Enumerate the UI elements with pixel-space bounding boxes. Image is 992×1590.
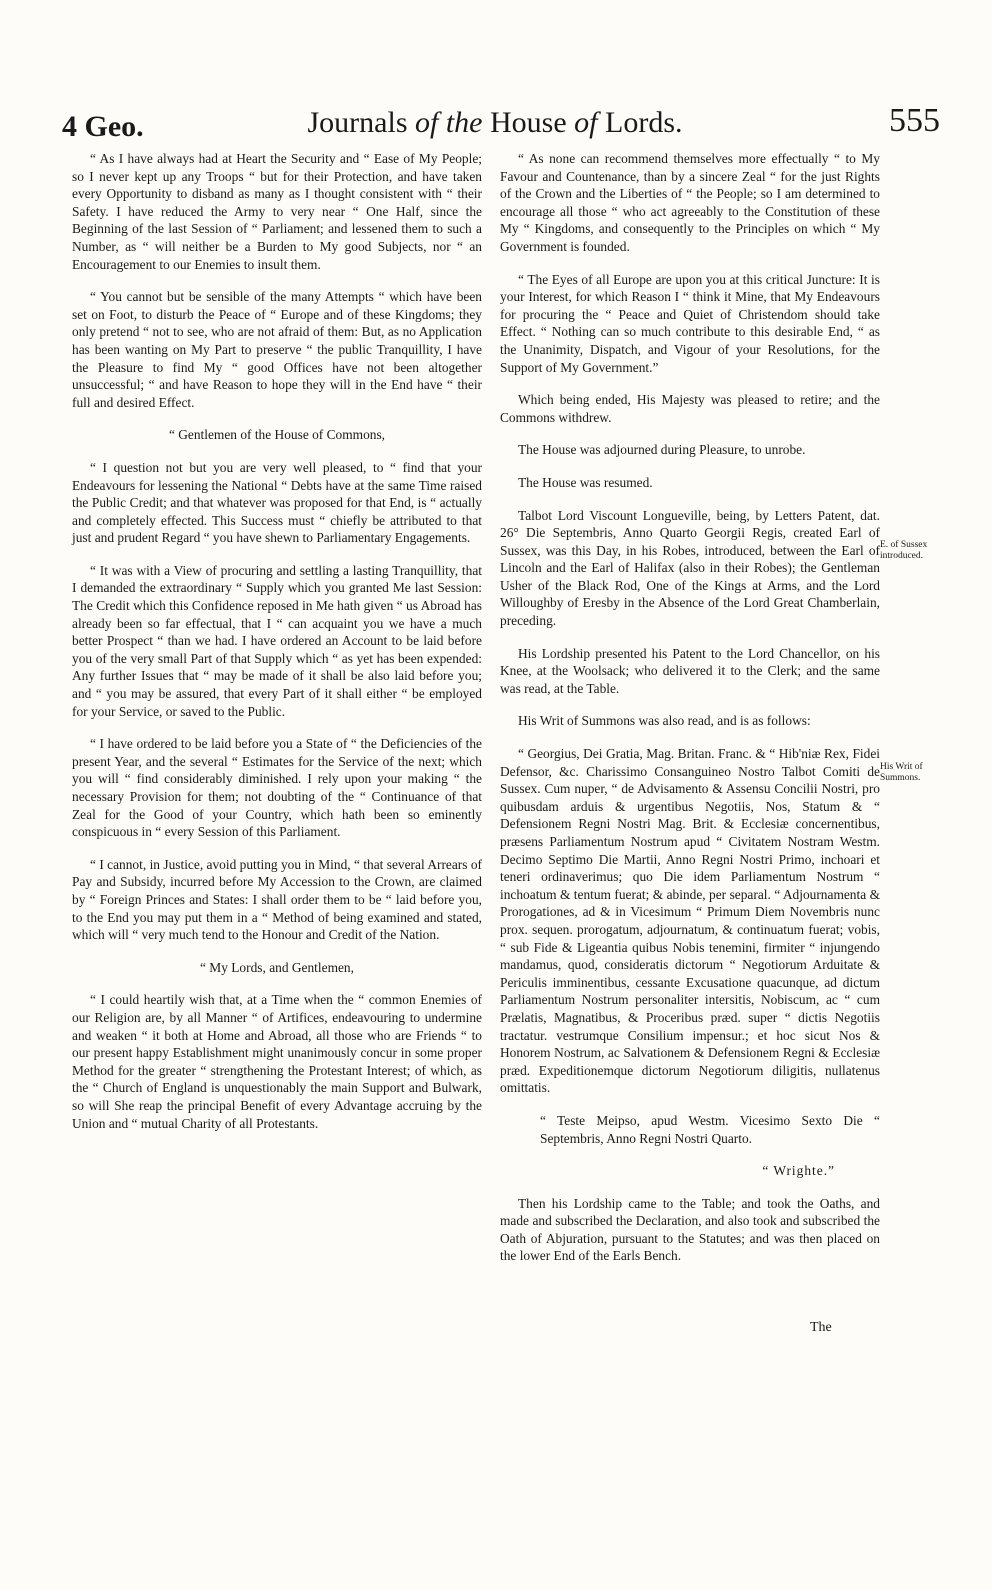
writ-text: “ Georgius, Dei Gratia, Mag. Britan. Franc. & “ Hib'niæ Rex, Fidei Defensor, &c. Charissimo Consanguineo Nostro Talbot Comiti de Sussex. Cum nuper, “ de Advisamento & Assensu Concilii Nostri, pro quibusdam arduis & urgentibus Negotiis, Nos, Statum & “ Defensionem Regni Nostri Mag. Brit. & Ecclesiæ concernentibus, præsens Parliamentum Nostrum apud “ Civitatem Nostram Westm. Decimo Septimo Die Martii, Anno Regni Nostri Primo, inchoari et teneri ordinaverimus; quo Die idem Parliamentum Nostrum “ inchoatum & tentum fuerat; & abinde, per separal. “ Adjournamenta & Prorogationes, ad & in Vicesimum “ Primum Diem Novembris nunc prox. sequen. prorogatum, adjournatum, & continuatum fuerat; vobis, “ sub Fide & Ligeantia quibus Nobis tenemini, firmiter “ injungendo mandamus, quod, consideratis dictorum “ Negotiorum Arduitate & Periculis imminentibus, cessante Excusatione quacunque, ad dictum Parliamentum Nostrum personaliter intersitis, Nobiscum, ac “ cum Prælatis, Magnatibus, & Proceribus præd. super “ dictis Negotiis tractatur. vestrumque Consilium impensur.; et hoc sicut Nos & Honorem Nostrum, ac Salvationem & Defensionem Regni & Ecclesiæ præd. Expeditionemque dictorum Negotiorum diligitis, nullatenus omittatis.: [500, 746, 880, 1096]
margin-note-writ-of-summons: His Writ of Summons.: [880, 762, 923, 783]
section-heading: “ My Lords, and Gentlemen,: [200, 959, 354, 975]
paragraph: His Writ of Summons was also read, and is as follows:: [518, 713, 811, 729]
paragraph: “ It was with a View of procuring and settling a lasting Tranquillity, that I demanded the extraordinary “ Supply which you granted Me last Session: The Credit which this Confidence reposed in Me hath given “ us Abroad has already been so far effectual, that I “ can acquaint you we have a much better Prospect “ than we had. I have ordered an Account to be laid before you of the very small Part of that Supply which “ as yet has been expended: Any further Issues that “ may be made of it shall be also laid before you; and “ you may be assured, that every Part of it shall either “ be employed for your Service, or saved to the Public.: [72, 562, 482, 719]
section-heading: “ Gentlemen of the House of Commons,: [168, 427, 386, 443]
left-column: [72, 150, 482, 1147]
paragraph: Which being ended, His Majesty was pleased to retire; and the Commons withdrew.: [500, 392, 880, 425]
paragraph: Talbot Lord Viscount Longueville, being, by Letters Patent, dat. 26° Die Septembris, Anno Quarto Georgii Regis, created Earl of Sussex, was this Day, in his Robes, introduced, between the Earl of Lincoln and the Earl of Halifax (also in their Robes); the Gentleman Usher of the Black Rod, One of the Kings at Arms, and the Lord Willoughby of Eresby in the Absence of the Lord Great Chamberlain, preceding.: [500, 507, 880, 629]
catchword: The: [810, 1320, 832, 1335]
right-column: [500, 150, 880, 1280]
margin-note-earl-introduced: E. of Sussex introduced.: [880, 540, 928, 561]
page-header: [50, 100, 940, 150]
paragraph: “ I cannot, in Justice, avoid putting you in Mind, “ that several Arrears of Pay and Subsidy, incurred before My Accession to the Crown, are claimed by “ Foreign Princes and States: I shall order them to be “ laid before you, to the End you may put them in a “ Method of being examined and stated, which will “ very much tend to the Honour and Credit of the Nation.: [72, 856, 482, 943]
paragraph: The House was adjourned during Pleasure, to unrobe.: [518, 442, 806, 458]
paragraph: The House was resumed.: [518, 474, 653, 490]
paragraph: “ I have ordered to be laid before you a State of “ the Deficiencies of the present Year, and the several “ Estimates for the Service of the next; which you will “ find considerably diminished. I rely upon your making “ the necessary Provision for them; not doubting of the “ Continuance of that Zeal for the Good of your Country, which hath been so eminently conspicuous in “ every Session of this Parliament.: [72, 736, 482, 840]
writ-teste: “ Teste Meipso, apud Westm. Vicesimo Sexto Die “ Septembris, Anno Regni Nostri Quarto.: [540, 1112, 880, 1146]
paragraph: “ As I have always had at Heart the Security and “ Ease of My People; so I never kept up any Troops “ but for their Protection, and have taken every Opportunity to disband as many as I thought consistent with “ their Safety. I have reduced the Army to very near “ One Half, since the Beginning of the last Session of “ Parliament; and lessened them to such a Number, as “ will neither be a Burden to My good Subjects, nor “ an Encouragement to our Enemies to insult them.: [72, 151, 482, 272]
paragraph: “ I question not but you are very well pleased, to “ find that your Endeavours for lessening the National “ Debts have at the same Time raised the Public Credit; and that whatever was proposed for that End, is “ actually and completely effected. This Success must “ chiefly be attributed to that just and prudent Regard “ you have shewn to Parliamentary Engagements.: [72, 459, 482, 546]
paragraph: His Lordship presented his Patent to the Lord Chancellor, on his Knee, at the Woolsack; who delivered it to the Clerk; and the same was read, at the Table.: [500, 645, 880, 696]
writ-signature: “ Wrighte.”: [762, 1163, 835, 1179]
regnal-year: 4 Geo.: [62, 110, 144, 143]
paragraph: “ I could heartily wish that, at a Time when the “ common Enemies of our Religion are, by all Manner “ of Artifices, endeavouring to undermine and weaken “ it both at Home and Abroad, all those who are Friends “ to our present happy Establishment might unanimously concur in some proper Method for the greater “ strengthening the Protestant Interest; of which, as the “ Church of England is unquestionably the main Support and Bulwark, so will She reap the principal Benefit of every Advantage accruing by the Union and “ mutual Charity of all Protestants.: [72, 992, 482, 1131]
paragraph: “ You cannot but be sensible of the many Attempts “ which have been set on Foot, to disturb the Peace of “ Europe and of these Kingdoms; they only pretend “ not to see, who are not afraid of them: But, as no Application has been wanting on My Part to preserve “ the public Tranquillity, I have the Pleasure to find My “ good Offices have not been altogether unsuccessful; “ and have Reason to hope they will in the End have “ their full and desired Effect.: [72, 289, 482, 410]
paragraph: “ The Eyes of all Europe are upon you at this critical Juncture: It is your Interest, for which Reason I “ think it Mine, that My Endeavours for procuring the “ Peace and Quiet of Christendom should take Effect. “ Nothing can so much contribute to this desirable End, “ as the Unanimity, Dispatch, and Vigour of your Resolutions, for the Support of My Government.”: [500, 271, 880, 375]
paragraph: “ As none can recommend themselves more effectually “ to My Favour and Countenance, than by a sincere Zeal “ for the just Rights of the Crown and the Liberties of “ the People; so I am determined to encourage all those “ who act agreeably to the Constitution of these My “ Kingdoms, and consequently to the Principles on which “ My Government is founded.: [500, 151, 880, 254]
running-title: Journals of the House of Lords.: [307, 106, 683, 139]
paragraph: Then his Lordship came to the Table; and took the Oaths, and made and subscribed the Declaration, and also took and subscribed the Oath of Abjuration, pursuant to the Statutes; and was then placed on the lower End of the Earls Bench.: [500, 1195, 880, 1264]
page-number: 555: [889, 102, 940, 139]
